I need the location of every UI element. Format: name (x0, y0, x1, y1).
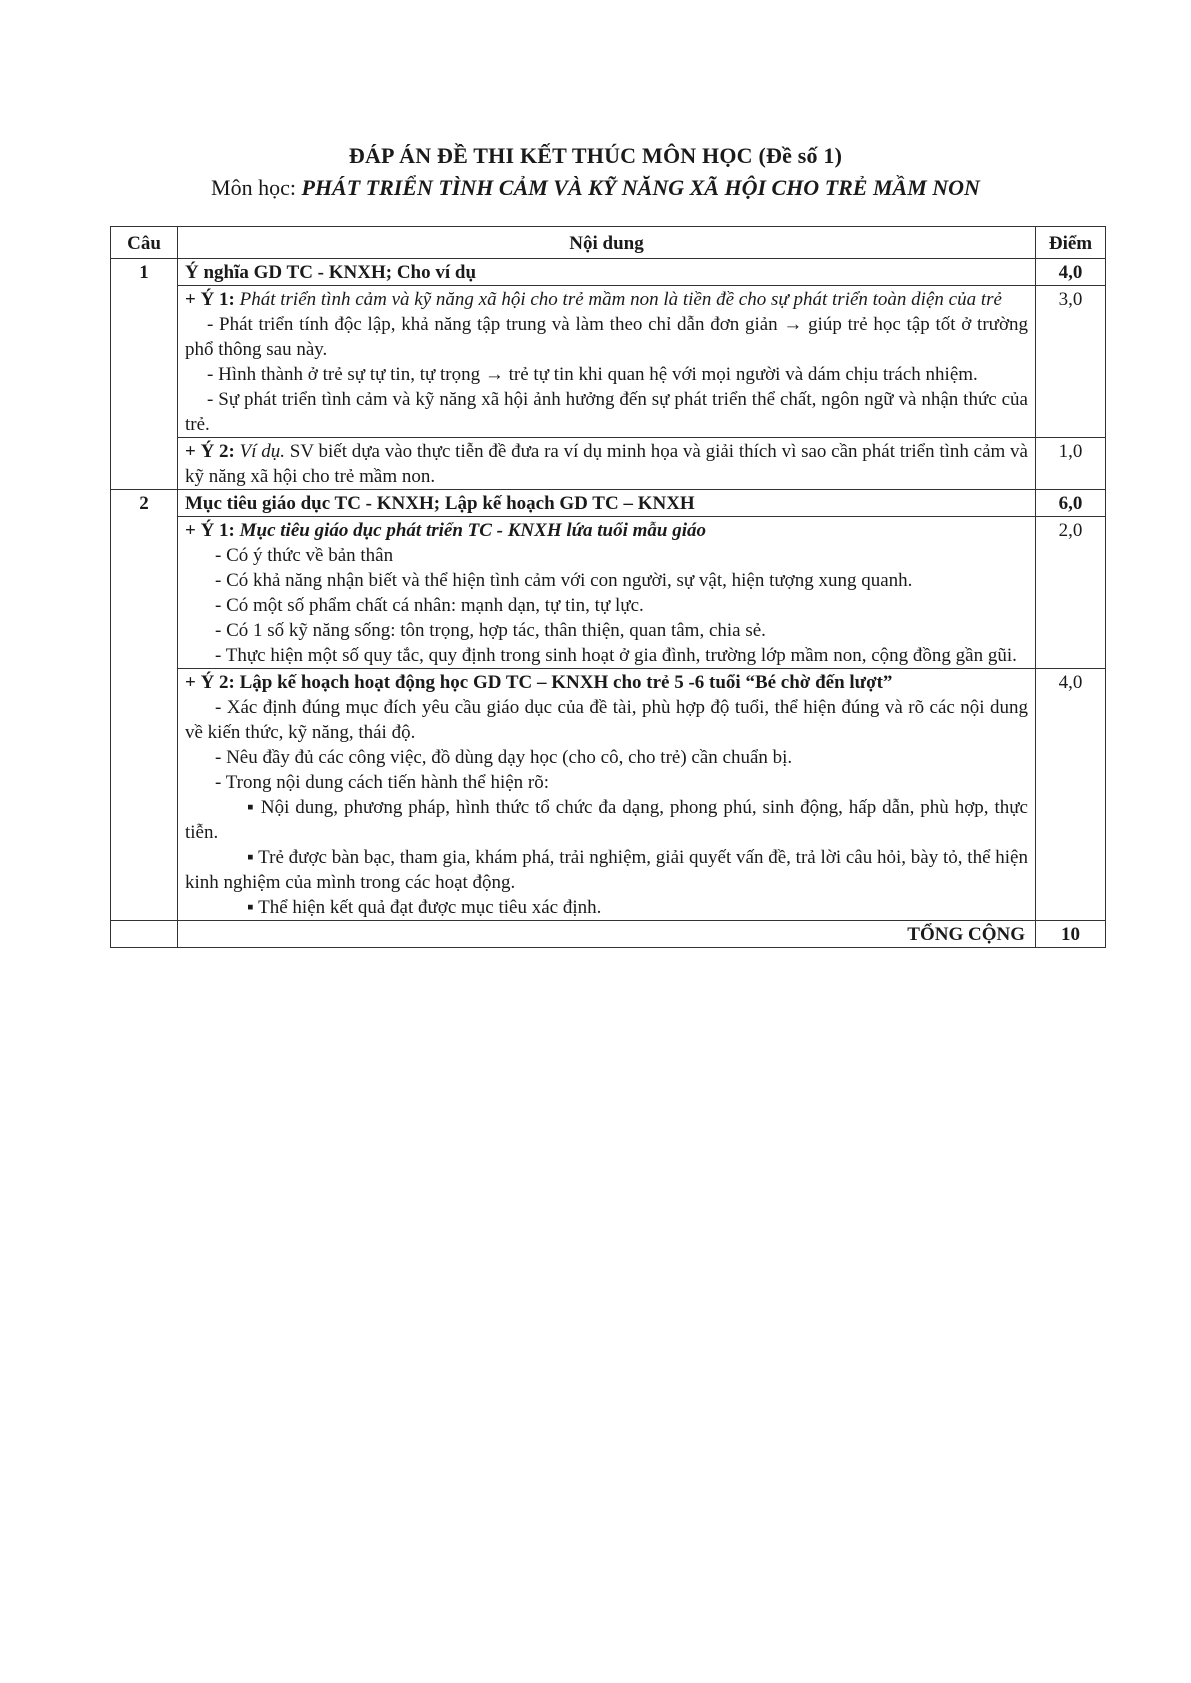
q2-y1-content (178, 517, 1036, 669)
q2-number: 2 (111, 490, 178, 921)
document-title: ĐÁP ÁN ĐỀ THI KẾT THÚC MÔN HỌC (Đề số 1) (348, 143, 843, 168)
q2-y2-content (178, 669, 1036, 921)
total-label: TỔNG CỘNG (178, 921, 1036, 948)
subject-prefix: Môn học: (211, 175, 302, 200)
header-content: Nội dung (178, 227, 1036, 259)
total-row (111, 921, 1106, 948)
subject-name: PHÁT TRIỂN TÌNH CẢM VÀ KỸ NĂNG XÃ HỘI CHO TRẺ MẦM NON (301, 175, 980, 200)
total-empty-cell (111, 921, 178, 948)
q2-y2-line-3: - Trong nội dung cách tiến hành thể hiện rõ: (215, 772, 550, 793)
q1-y2-content (178, 438, 1036, 490)
document-subtitle (0, 175, 1191, 201)
q2-y2-row (111, 669, 1106, 921)
q1-y1-points: 3,0 (1036, 286, 1106, 438)
q2-y1-line-2: - Có khả năng nhận biết và thể hiện tình cảm với con người, sự vật, hiện tượng xung quanh. (215, 570, 913, 591)
q2-heading-row (111, 490, 1106, 517)
q1-y2-row (111, 438, 1106, 490)
q2-y2-line-1: - Xác định đúng mục đích yêu cầu giáo dục của đề tài, phù hợp độ tuổi, thể hiện đúng và rõ các nội dung về kiến thức, kỹ năng, thái độ. (185, 697, 1028, 743)
q2-y1-title-line (185, 518, 1028, 543)
total-points: 10 (1036, 921, 1106, 948)
q2-y1-line-1: - Có ý thức về bản thân (215, 545, 394, 566)
q2-y1-row (111, 517, 1106, 669)
q1-y1-line-1: - Phát triển tính độc lập, khả năng tập trung và làm theo chỉ dẫn đơn giản → giúp trẻ học tập tốt ở trường phổ thông sau này. (185, 314, 1028, 360)
q2-y1-title: Mục tiêu giáo dục phát triển TC - KNXH lứa tuổi mẫu giáo (239, 520, 707, 541)
q2-y2-points: 4,0 (1036, 669, 1106, 921)
q1-y1-line-2: - Hình thành ở trẻ sự tự tin, tự trọng → trẻ tự tin khi quan hệ với mọi người và dám chịu trách nhiệm. (207, 364, 978, 385)
q2-y1-line-3: - Có một số phẩm chất cá nhân: mạnh dạn, tự tin, tự lực. (215, 595, 644, 616)
header-question: Câu (111, 227, 178, 259)
q1-y1-row (111, 286, 1106, 438)
q1-y1-title: Phát triển tình cảm và kỹ năng xã hội cho trẻ mầm non là tiền đề cho sự phát triển toàn diện của trẻ (239, 289, 1002, 310)
q2-y1-line-5: - Thực hiện một số quy tắc, quy định trong sinh hoạt ở gia đình, trường lớp mầm non, cộng đồng gần gũi. (215, 645, 1017, 666)
q1-points: 4,0 (1036, 259, 1106, 286)
q1-y2-text: SV biết dựa vào thực tiễn đề đưa ra ví dụ minh họa và giải thích vì sao cần phát triển tình cảm và kỹ năng xã hội cho trẻ mầm non. (185, 441, 1028, 487)
q1-y2-points: 1,0 (1036, 438, 1106, 490)
q1-y1-content (178, 286, 1036, 438)
q1-y1-title-line (185, 287, 1028, 312)
q1-y1-label: + Ý 1: (185, 289, 240, 310)
q1-y2-line (185, 439, 1028, 489)
q2-heading: Mục tiêu giáo dục TC - KNXH; Lập kế hoạch GD TC – KNXH (178, 490, 1036, 517)
q1-y2-title: Ví dụ. (239, 441, 286, 462)
q1-heading-row (111, 259, 1106, 286)
q1-heading: Ý nghĩa GD TC - KNXH; Cho ví dụ (178, 259, 1036, 286)
q2-y1-points: 2,0 (1036, 517, 1106, 669)
q2-y2-line-2: - Nêu đầy đủ các công việc, đồ dùng dạy học (cho cô, cho trẻ) cần chuẩn bị. (215, 747, 793, 768)
q2-y2-bullet-1: ▪ Nội dung, phương pháp, hình thức tổ chức đa dạng, phong phú, sinh động, hấp dẫn, phù hợp, thực tiễn. (185, 797, 1028, 843)
header-points: Điểm (1036, 227, 1106, 259)
q2-y1-line-4: - Có 1 số kỹ năng sống: tôn trọng, hợp tác, thân thiện, quan tâm, chia sẻ. (215, 620, 766, 641)
q2-points: 6,0 (1036, 490, 1106, 517)
table-header-row (111, 227, 1106, 259)
q2-y2-bullet-3: ▪ Thể hiện kết quả đạt được mục tiêu xác định. (247, 897, 602, 918)
q1-y1-line-3: - Sự phát triển tình cảm và kỹ năng xã hội ảnh hưởng đến sự phát triển thể chất, ngôn ngữ và nhận thức của trẻ. (185, 389, 1028, 435)
q1-number: 1 (111, 259, 178, 490)
answer-table (110, 226, 1106, 948)
q1-y2-label: + Ý 2: (185, 441, 240, 462)
q2-y2-label: + Ý 2: Lập kế hoạch hoạt động học GD TC – KNXH cho trẻ 5 -6 tuổi “Bé chờ đến lượt” (185, 672, 893, 693)
q2-y2-bullet-2: ▪ Trẻ được bàn bạc, tham gia, khám phá, trải nghiệm, giải quyết vấn đề, trả lời câu hỏi, bày tỏ, thể hiện kinh nghiệm của mình trong các hoạt động. (185, 847, 1028, 893)
q2-y1-label: + Ý 1: (185, 520, 240, 541)
